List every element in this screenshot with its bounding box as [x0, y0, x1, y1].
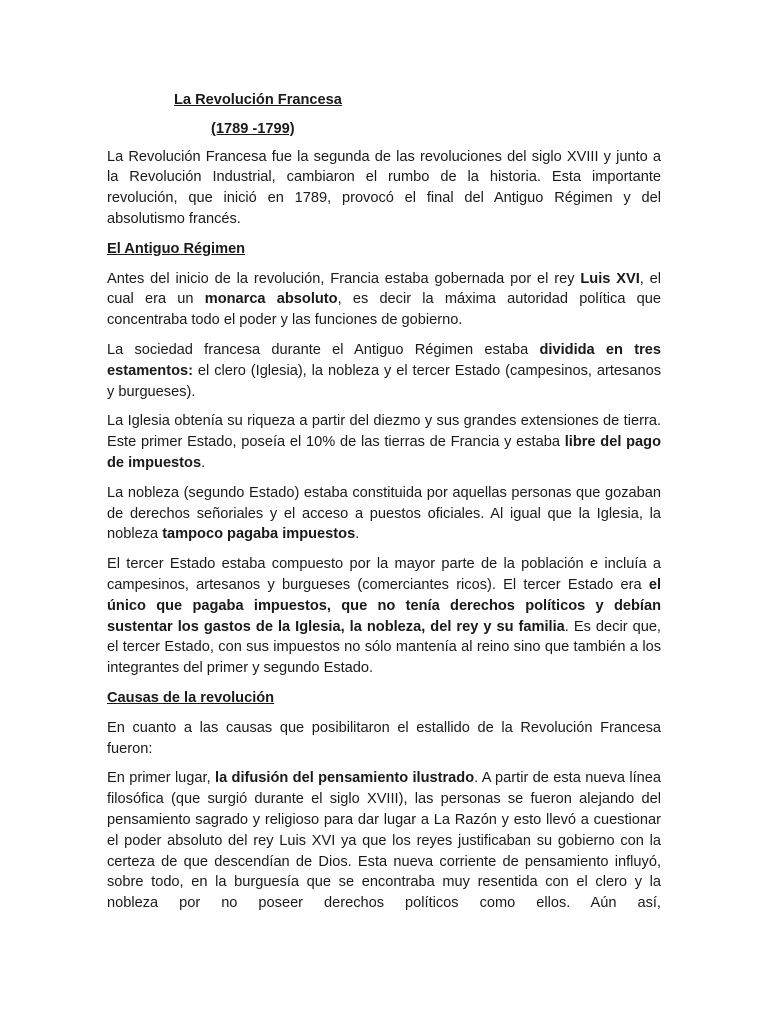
- text-run: La sociedad francesa durante el Antiguo Régimen estaba: [107, 341, 540, 358]
- paragraph-estamentos: [107, 340, 661, 402]
- text-run: . A partir de esta nueva línea filosófica (que surgió durante el siglo XVIII), las personas se fueron alejando del pensamiento sagrado y religioso para dar lugar a La Razón y esto llevó a cuestionar el poder absoluto del rey Luis XVI ya que los reyes justificaban su gobierno con la certeza de que descendían de Dios. Esta nueva corriente de pensamiento influyó, sobre todo, en la burguesía que se encontraba muy resentida con el clero y la nobleza por no poseer derechos políticos como ellos. Aún así,: [107, 770, 662, 912]
- document-dates: (1789 -1799): [211, 120, 295, 137]
- bold-text-run: la difusión del pensamiento ilustrado: [215, 770, 475, 787]
- paragraph-tercer-estado: [107, 554, 661, 679]
- paragraph-pensamiento-ilustrado: [107, 768, 661, 914]
- section-heading-causas: Causas de la revolución: [107, 689, 275, 706]
- text-run: El tercer Estado estaba compuesto por la mayor parte de la población e incluía a campesinos, artesanos y burgueses (comerciantes ricos). El tercer Estado era: [107, 556, 661, 593]
- text-run: La nobleza (segundo Estado) estaba constituida por aquellas personas que gozaban de derechos señoriales y el acceso a puestos oficiales. Al igual que la Iglesia, la nobleza: [107, 484, 661, 543]
- text-run: La Iglesia obtenía su riqueza a partir del diezmo y sus grandes extensiones de tierra. Este primer Estado, poseía el 10% de las tierras de Francia y estaba: [107, 413, 661, 451]
- bold-text-run: monarca absoluto: [204, 291, 338, 308]
- section-heading-antiguo-regimen: El Antiguo Régimen: [107, 240, 246, 257]
- bold-text-run: el único que pagaba impuestos, que no tenía derechos políticos y debían sustentar los gastos de la Iglesia, la nobleza, del rey y su familia: [107, 576, 661, 635]
- text-run: , el cual era un: [107, 270, 662, 308]
- paragraph-causas-intro: [107, 718, 661, 760]
- text-run: el clero (Iglesia), la nobleza y el tercer Estado (campesinos, artesanos y burgueses).: [107, 362, 661, 400]
- text-run: En primer lugar,: [107, 770, 216, 787]
- text-run: En cuanto a las causas que posibilitaron el estallido de la Revolución Francesa fueron:: [107, 719, 661, 757]
- bold-text-run: libre del pago de impuestos: [107, 434, 661, 471]
- text-run: Antes del inicio de la revolución, Francia estaba gobernada por el rey: [107, 270, 581, 287]
- document-body: [107, 90, 661, 923]
- text-run: .: [355, 526, 360, 543]
- text-run: La Revolución Francesa fue la segunda de las revoluciones del siglo XVIII y junto a la Revolución Industrial, cambiaron el rumbo de la historia. Esta importante revolución, que inició en 1789, provocó el final del Antiguo Régimen y del absolutismo francés.: [107, 148, 661, 227]
- bold-text-run: Luis XVI: [580, 270, 640, 287]
- text-run: .: [201, 454, 206, 471]
- paragraph-luis-xvi: [107, 269, 661, 331]
- text-run: , es decir la máxima autoridad política que concentraba todo el poder y las funciones de gobierno.: [107, 291, 661, 329]
- paragraph-nobleza: [107, 483, 661, 545]
- bold-text-run: tampoco pagaba impuestos: [162, 526, 356, 543]
- intro-paragraph: [107, 147, 661, 230]
- bold-text-run: dividida en tres estamentos:: [107, 341, 661, 379]
- text-run: . Es decir que, el tercer Estado, con sus impuestos no sólo mantenía al reino sino que también a los integrantes del primer y segundo Estado.: [107, 618, 661, 677]
- document-title: La Revolución Francesa: [174, 92, 342, 108]
- paragraph-iglesia: [107, 411, 661, 473]
